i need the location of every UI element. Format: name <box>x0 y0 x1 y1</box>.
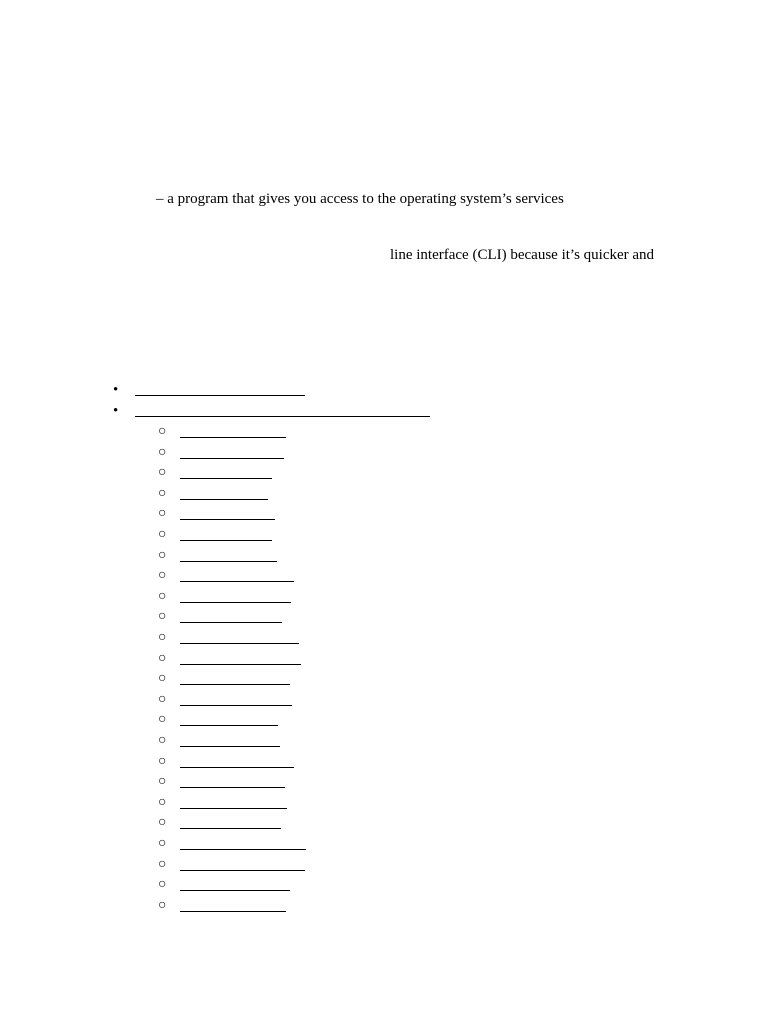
sub-list-item <box>158 669 290 689</box>
sub-list-item <box>158 690 292 710</box>
sub-list-item <box>158 443 284 463</box>
hollow-circle-bullet-icon: ○ <box>158 486 167 501</box>
bullet-icon: • <box>113 382 119 398</box>
answer-blank <box>135 395 305 396</box>
answer-blank <box>180 519 275 520</box>
answer-blank <box>180 849 306 850</box>
answer-blank <box>135 416 430 417</box>
hollow-circle-bullet-icon: ○ <box>158 712 167 727</box>
answer-blank <box>180 664 301 665</box>
answer-blank <box>180 458 284 459</box>
top-level-list-item <box>113 380 305 400</box>
hollow-circle-bullet-icon: ○ <box>158 445 167 460</box>
sub-list-item <box>158 875 290 895</box>
sub-list-item <box>158 731 280 751</box>
sub-list-item <box>158 649 301 669</box>
sub-list-item <box>158 793 287 813</box>
answer-blank <box>180 725 278 726</box>
hollow-circle-bullet-icon: ○ <box>158 568 167 583</box>
sub-list-item <box>158 813 281 833</box>
answer-blank <box>180 437 286 438</box>
sub-list-item <box>158 855 305 875</box>
top-level-list-item <box>113 401 430 421</box>
answer-blank <box>180 767 294 768</box>
hollow-circle-bullet-icon: ○ <box>158 857 167 872</box>
sub-list-item <box>158 546 277 566</box>
sub-list-item <box>158 566 294 586</box>
hollow-circle-bullet-icon: ○ <box>158 671 167 686</box>
answer-blank <box>180 499 268 500</box>
hollow-circle-bullet-icon: ○ <box>158 877 167 892</box>
hollow-circle-bullet-icon: ○ <box>158 692 167 707</box>
sub-list-item <box>158 587 291 607</box>
sub-list-item <box>158 834 306 854</box>
shell-definition-text: – a program that gives you access to the operating system’s services <box>156 191 564 207</box>
answer-blank <box>180 808 287 809</box>
hollow-circle-bullet-icon: ○ <box>158 630 167 645</box>
sub-list-item <box>158 525 272 545</box>
sub-list-item <box>158 628 299 648</box>
answer-blank <box>180 561 277 562</box>
sub-list-item <box>158 896 286 916</box>
hollow-circle-bullet-icon: ○ <box>158 506 167 521</box>
hollow-circle-bullet-icon: ○ <box>158 774 167 789</box>
answer-blank <box>180 705 292 706</box>
hollow-circle-bullet-icon: ○ <box>158 609 167 624</box>
answer-blank <box>180 602 291 603</box>
hollow-circle-bullet-icon: ○ <box>158 527 167 542</box>
answer-blank <box>180 684 290 685</box>
sub-list-item <box>158 752 294 772</box>
hollow-circle-bullet-icon: ○ <box>158 795 167 810</box>
hollow-circle-bullet-icon: ○ <box>158 836 167 851</box>
answer-blank <box>180 581 294 582</box>
sub-list-item <box>158 422 286 442</box>
sub-list-item <box>158 484 268 504</box>
answer-blank <box>180 540 272 541</box>
answer-blank <box>180 643 299 644</box>
hollow-circle-bullet-icon: ○ <box>158 898 167 913</box>
answer-blank <box>180 746 280 747</box>
hollow-circle-bullet-icon: ○ <box>158 754 167 769</box>
bullet-icon: • <box>113 403 119 419</box>
answer-blank <box>180 787 285 788</box>
answer-blank <box>180 911 286 912</box>
answer-blank <box>180 828 281 829</box>
hollow-circle-bullet-icon: ○ <box>158 651 167 666</box>
sub-list-item <box>158 463 272 483</box>
answer-blank <box>180 478 272 479</box>
sub-list-item <box>158 772 285 792</box>
hollow-circle-bullet-icon: ○ <box>158 733 167 748</box>
hollow-circle-bullet-icon: ○ <box>158 424 167 439</box>
answer-blank <box>180 890 290 891</box>
hollow-circle-bullet-icon: ○ <box>158 465 167 480</box>
hollow-circle-bullet-icon: ○ <box>158 589 167 604</box>
sub-list-item <box>158 710 278 730</box>
hollow-circle-bullet-icon: ○ <box>158 815 167 830</box>
sub-list-item <box>158 607 282 627</box>
hollow-circle-bullet-icon: ○ <box>158 548 167 563</box>
answer-blank <box>180 870 305 871</box>
sub-list-item <box>158 504 275 524</box>
cli-explanation-text: line interface (CLI) because it’s quicker and <box>390 247 655 263</box>
answer-blank <box>180 622 282 623</box>
